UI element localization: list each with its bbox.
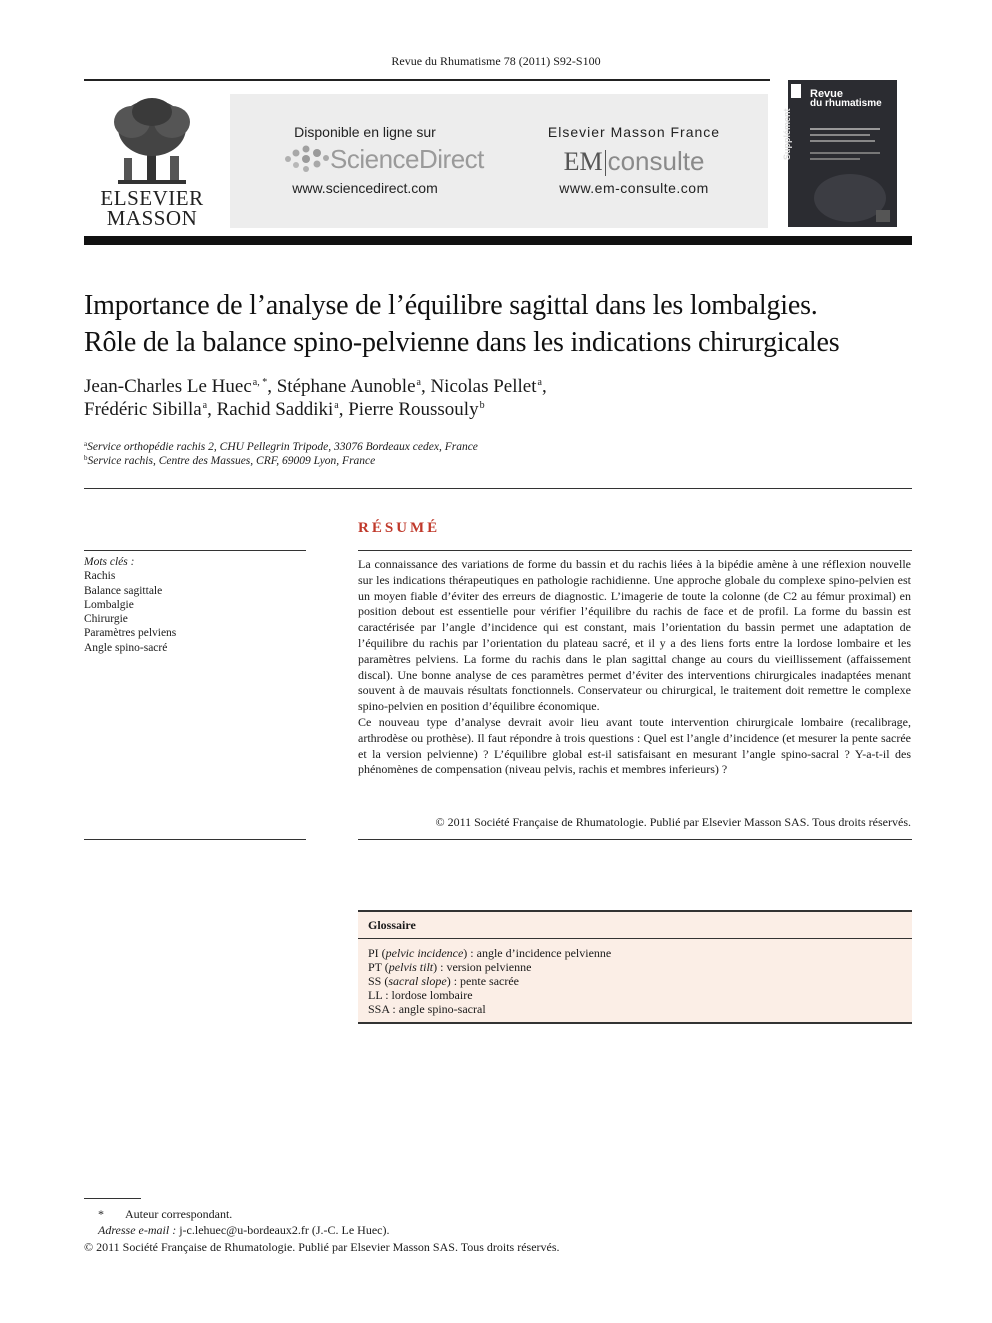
abstract-body xyxy=(358,557,911,778)
author-name[interactable]: Rachid Saddiki xyxy=(216,399,334,420)
article-title-line1: Importance de l’analyse de l’équilibre sagittal dans les lombalgies. xyxy=(84,290,818,321)
keyword-item: Balance sagittale xyxy=(84,584,163,597)
article-title xyxy=(84,287,914,361)
author-separator: , xyxy=(541,376,547,397)
publisher-name: ELSEVIER xyxy=(100,186,204,210)
affiliation-b xyxy=(84,454,375,467)
footnote-email-value[interactable]: j-c.lehuec@u-bordeaux2.fr (J.-C. Le Huec). xyxy=(176,1223,390,1237)
footnote-email xyxy=(98,1223,390,1238)
affiliation-text: Service orthopédie rachis 2, CHU Pellegrin Tripode, 33076 Bordeaux cedex, France xyxy=(87,441,478,453)
footnote-email-label: Adresse e-mail : xyxy=(98,1223,177,1237)
glossary-abbr: PI xyxy=(368,946,379,960)
emconsulte-logo-em: EM xyxy=(563,147,603,176)
glossary-def: : version pelvienne xyxy=(437,960,532,974)
author-affiliation-mark[interactable]: a xyxy=(537,377,542,388)
section-divider xyxy=(84,488,912,489)
sciencedirect-available-label: Disponible en ligne sur xyxy=(294,124,436,140)
footnote-corresponding xyxy=(98,1207,232,1222)
cover-title: Revue xyxy=(810,88,844,100)
emconsulte-logo-consulte: consulte xyxy=(607,146,705,176)
author-separator: , xyxy=(338,399,349,420)
author-list-line1 xyxy=(84,376,547,398)
abstract-rule-bottom xyxy=(358,839,912,840)
header-rule xyxy=(84,79,770,81)
header-thick-rule xyxy=(84,236,912,245)
article-title-line2: Rôle de la balance spino-pelvienne dans les indications chirurgicales xyxy=(84,327,840,358)
footnote-copyright: © 2011 Société Française de Rhumatologie. Publié par Elsevier Masson SAS. Tous droits réservés. xyxy=(84,1240,560,1254)
author-name[interactable]: Nicolas Pellet xyxy=(430,376,537,397)
author-name[interactable]: Stéphane Aunoble xyxy=(276,376,416,397)
sciencedirect-url[interactable]: www.sciencedirect.com xyxy=(292,180,438,196)
glossary-def: : angle d’incidence pelvienne xyxy=(467,946,612,960)
glossary-def: : pente sacrée xyxy=(450,974,519,988)
keyword-item: Rachis xyxy=(84,570,116,583)
glossary-term: pelvis tilt xyxy=(388,960,434,974)
glossary-item: PT (pelvis tilt) : version pelvienne xyxy=(368,960,532,974)
keywords-title: Mots clés : xyxy=(84,556,135,568)
glossary-title: Glossaire xyxy=(368,918,416,932)
glossary-item: PI (pelvic incidence) : angle d’incidence pelvienne xyxy=(368,946,612,960)
cover-side-label: Supplément xyxy=(782,108,792,160)
emconsulte-url[interactable]: www.em-consulte.com xyxy=(559,180,709,196)
author-affiliation-mark[interactable]: a xyxy=(334,400,339,411)
abstract-paragraph: La connaissance des variations de forme du bassin et du rachis liées à la bipédie amène à une réflexion nouvelle sur les indications thérapeutiques en pathologie rachidienne. Une approche globale du complexe spino-pelvien est un moyen fiable d’éviter des erreurs de diagnostic. L’imagerie de toute la colonne (de C2 au fémur proximal) en position debout est essentielle pour vérifier l’équilibre du rachis de face et de profil. La forme du bassin est caractérisée par l’angle d’incidence qui est constant, mais l’orientation du bassin permet une adaptation de l’équilibre du rachis par l’orientation du plateau sacré, et il y a des liens forts entre la lordose lombaire et les paramètres pelviens. La forme du rachis dans le plan sagittal change au cours du vieillissement (affaissement discal). Une bonne analyse de ces paramètres permet d’éviter des interventions chirurgicales inadaptées menant souvent à de mauvais résultats fonctionnels. Conservateur ou chirurgical, le traitement doit remettre le complexe spino-pelvien en position d’équilibre économique. xyxy=(358,557,911,714)
author-affiliation-mark[interactable]: a xyxy=(202,400,208,411)
glossary-def: : angle spino-sacral xyxy=(389,1002,486,1016)
glossary-abbr: PT xyxy=(368,960,382,974)
glossary-item xyxy=(368,1002,611,1016)
author-separator: , xyxy=(267,376,277,397)
keywords-panel xyxy=(84,555,306,655)
author-affiliation-mark[interactable]: a, * xyxy=(252,377,268,388)
affiliation-mark: a xyxy=(84,440,88,448)
affiliation-mark: b xyxy=(84,454,88,462)
publisher-name-line2: MASSON xyxy=(106,206,198,230)
glossary-abbr: LL xyxy=(368,988,383,1002)
cover-subtitle: du rhumatisme xyxy=(810,98,882,109)
author-affiliation-mark[interactable]: a xyxy=(416,377,421,388)
journal-reference: Revue du Rhumatisme 78 (2011) S92-S100 xyxy=(391,54,601,68)
footnote-text: Auteur correspondant. xyxy=(125,1207,233,1221)
footnote-star: * xyxy=(98,1207,104,1221)
author-name[interactable]: Frédéric Sibilla xyxy=(84,399,202,420)
abstract-rule-top xyxy=(358,550,912,551)
sciencedirect-dots-icon xyxy=(280,143,330,173)
sciencedirect-logo: ScienceDirect xyxy=(330,144,484,174)
keyword-item: Paramètres pelviens xyxy=(84,627,177,640)
author-separator: , xyxy=(207,399,217,420)
affiliation-text: Service rachis, Centre des Massues, CRF, 69009 Lyon, France xyxy=(87,455,376,467)
keywords-rule-top xyxy=(84,550,306,551)
keyword-item: Lombalgie xyxy=(84,598,134,611)
emconsulte-logo xyxy=(500,146,768,177)
abstract-paragraph: Ce nouveau type d’analyse devrait avoir lieu avant toute intervention chirurgicale lombaire (recalibrage, arthrodèse ou prothèse). Il faut répondre à trois questions : Quel est l’angle d’incidence (et mesurer la pente sacrée et la version pelvienne) ? L’équilibre global est-il satisfaisant en mesurant l’angle spino-sacral ? Y-a-t-il des phénomènes de compensation (niveau pelvis, rachis et membres inferieurs) ? xyxy=(358,714,911,777)
glossary-rule-top xyxy=(358,910,912,912)
author-name[interactable]: Jean-Charles Le Huec xyxy=(84,376,252,397)
glossary-def: : lordose lombaire xyxy=(382,988,473,1002)
glossary-term: pelvic incidence xyxy=(385,946,464,960)
em-publisher-label: Elsevier Masson France xyxy=(547,124,721,140)
glossary-rule-mid xyxy=(358,938,912,939)
glossary-item: SS (sacral slope) : pente sacrée xyxy=(368,974,519,988)
glossary-list xyxy=(368,946,611,1016)
glossary-rule-bottom xyxy=(358,1022,912,1024)
keyword-item: Chirurgie xyxy=(84,613,128,626)
abstract-copyright: © 2011 Société Française de Rhumatologie. Publié par Elsevier Masson SAS. Tous droits réservés. xyxy=(435,815,911,829)
glossary-abbr: SS xyxy=(368,974,382,988)
glossary-term: sacral slope xyxy=(388,974,447,988)
footnote-rule xyxy=(84,1198,141,1199)
keywords-rule-bottom xyxy=(84,839,306,840)
author-affiliation-mark[interactable]: b xyxy=(479,400,485,411)
author-separator: , xyxy=(420,376,431,397)
author-name[interactable]: Pierre Roussouly xyxy=(348,399,479,420)
abstract-heading: RÉSUMÉ xyxy=(358,520,441,536)
affiliation-a xyxy=(84,440,478,453)
glossary-item xyxy=(368,988,611,1002)
keyword-item: Angle spino-sacré xyxy=(84,641,168,654)
author-list-line2 xyxy=(84,399,485,421)
glossary-abbr: SSA xyxy=(368,1002,390,1016)
